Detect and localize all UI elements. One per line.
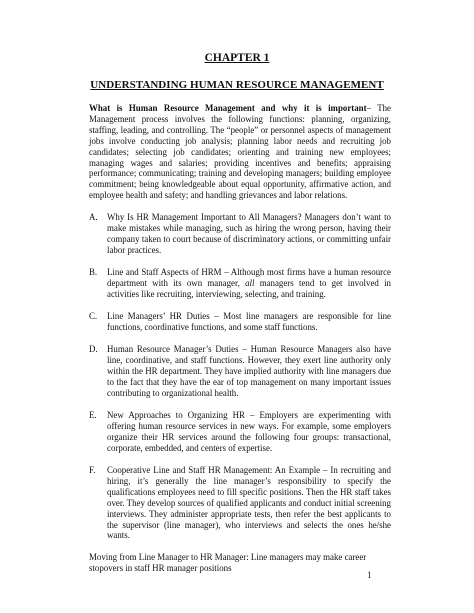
list-item-b (89, 267, 391, 300)
list-item-text: New Approaches to Organizing HR – Employers are experimenting with offering human resource services in new ways. For example, some employers organize their HR services around the following four groups: transactional, corporate, embedded, and centers of expertise. (107, 410, 391, 453)
list-item-text (107, 267, 391, 300)
intro-paragraph (89, 103, 391, 201)
list-item-letter: D. (89, 344, 98, 354)
page-number: 1 (367, 570, 372, 580)
list-item-text: Human Resource Manager’s Duties – Human Resource Managers also have line, coordinative, and staff functions. However, they exert line authority only within the HR department. They have implied authority with line managers due to the fact that they have the ear of top management on many important issues contributing to organizational health. (107, 344, 391, 398)
list-item-letter: A. (89, 212, 98, 222)
list-item-letter: F. (89, 465, 96, 475)
intro-body: – The Management process involves the following functions: planning, organizing, staffing, leading, and controlling. The “people” or personnel aspects of management jobs involve conducting job analysis; planning labor needs and recruiting job candidates; selecting job candidates; orienting and training new employees; managing wages and salaries; providing incentives and benefits; appraising performance; communicating; training and developing managers; building employee commitment; being knowledgeable about equal opportunity, affirmative action, and employee health and safety; and handling grievances and labor relations. (89, 103, 391, 201)
list-item-text: Cooperative Line and Staff HR Management: An Example – In recruiting and hiring, it’s generally the line manager’s responsibility to specify the qualifications employees need to fill specific positions. Then the HR staff takes over. They develop sources of qualified applicants and conduct initial screening interviews. They administer appropriate tests, then refer the best applicants to the supervisor (line manager), who interviews and selects the ones he/she wants. (107, 465, 391, 541)
list-item-emphasis: all (245, 277, 255, 288)
list-item-c (89, 311, 391, 333)
intro-lead: What is Human Resource Management and why it is important (89, 103, 367, 113)
list-item-f (89, 465, 391, 541)
list-item-text: Why Is HR Management Important to All Managers? Managers don’t want to make mistakes while managing, such as hiring the wrong person, having their company taken to court because of discriminatory actions, or committing unfair labor practices. (107, 212, 391, 255)
list-item-d (89, 344, 391, 399)
list-item-letter: C. (89, 311, 98, 321)
list-item-text-part: managers tend to get involved in activities like recruiting, interviewing, selecting, and training. (107, 277, 391, 299)
list-item-letter: B. (89, 267, 98, 277)
chapter-title: UNDERSTANDING HUMAN RESOURCE MANAGEMENT (90, 79, 384, 91)
list-item-letter: E. (89, 410, 97, 420)
list-item-text: Line Managers’ HR Duties – Most line managers are responsible for line functions, coordinative functions, and some staff functions. (107, 311, 391, 332)
chapter-heading: CHAPTER 1 (204, 52, 270, 64)
list-item-e (89, 410, 391, 454)
list-item-a (89, 212, 391, 256)
list-item-text-part: Line and Staff Aspects of HRM – Although most firms have a human resource department with its own manager, (107, 267, 391, 288)
closing-paragraph: Moving from Line Manager to HR Manager: Line managers may make career stopovers in staff HR manager positions (89, 552, 367, 573)
